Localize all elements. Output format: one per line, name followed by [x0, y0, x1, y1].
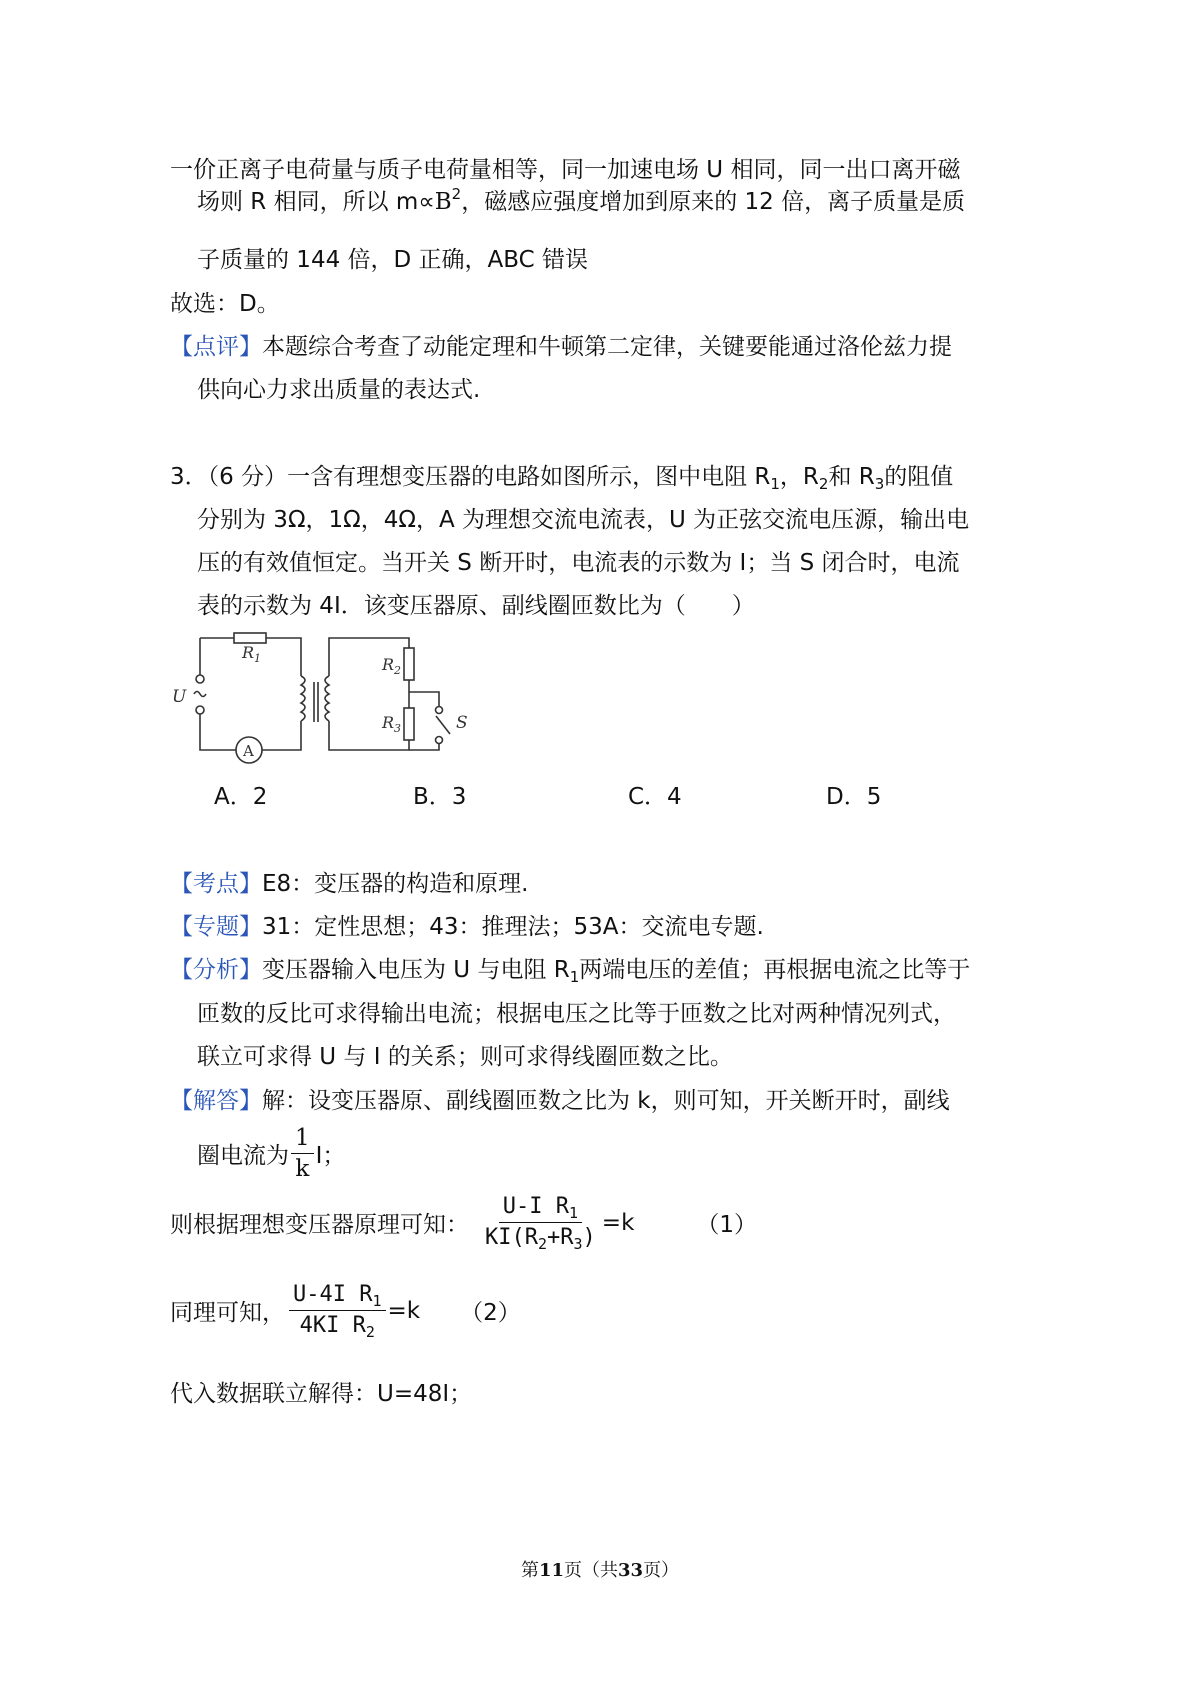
eq2-numerator: U-4I $R_1$	[289, 1280, 386, 1311]
switch-terminal-top	[436, 707, 443, 714]
option-c[interactable]: C．4	[628, 784, 682, 810]
secondary-coil	[325, 676, 329, 721]
resistor-r3	[404, 708, 414, 740]
jieda-line-1	[170, 1085, 950, 1117]
s-label: S	[456, 713, 468, 733]
r1-label: $R_1$	[242, 643, 262, 665]
kaodian-line	[170, 868, 528, 900]
fenxi-text-a: 变压器输入电压为 U 与电阻 R	[262, 957, 570, 983]
footer-page-number: 11	[538, 1560, 564, 1581]
question-line-3: 压的有效值恒定。当开关 S 断开时，电流表的示数为 I；当 S 闭合时，电流	[197, 550, 960, 576]
option-d[interactable]: D．5	[826, 784, 882, 810]
zhuanti-line	[170, 911, 764, 943]
switch-wire-top	[409, 692, 439, 706]
resistor-r1	[234, 633, 266, 643]
solution-line-2	[197, 186, 965, 218]
jieda-line-2-end: I；	[315, 1143, 346, 1169]
fenxi-sub: 1	[569, 968, 580, 986]
frac-num: 1	[291, 1123, 314, 1154]
jieda-line-2	[197, 1123, 345, 1184]
q-sub-2: 2	[818, 475, 829, 493]
jieda-line-2-text: 圈电流为	[197, 1143, 289, 1169]
r3-label: $R_3$	[382, 713, 402, 735]
u-label: U	[172, 687, 187, 707]
option-a[interactable]: A．2	[214, 784, 268, 810]
footer-pre: 第	[520, 1560, 539, 1581]
wire-bottom-left	[200, 714, 236, 750]
ammeter-label: A	[243, 742, 254, 760]
q-text-a: 3．（6 分）一含有理想变压器的电路如图所示，图中电阻 R	[170, 464, 771, 490]
q-text-b: ，R	[779, 464, 819, 490]
ac-tilde	[194, 692, 206, 697]
page-footer	[0, 1556, 1200, 1582]
equation-1	[170, 1192, 757, 1253]
kaodian-text: E8：变压器的构造和原理.	[262, 871, 529, 897]
option-b[interactable]: B．3	[413, 784, 467, 810]
jieda-text: 解：设变压器原、副线圈匝数之比为 k，则可知，开关断开时，副线	[262, 1088, 950, 1114]
eq2-number: （2）	[460, 1300, 521, 1326]
result-line: 代入数据联立解得：U=48I；	[170, 1381, 473, 1407]
resistor-r2	[404, 648, 414, 680]
q-text-c: 和 R	[828, 464, 875, 490]
question-line-2: 分别为 3Ω，1Ω，4Ω，A 为理想交流电流表，U 为正弦交流电压源，输出电	[197, 507, 970, 533]
footer-post: 页）	[643, 1560, 680, 1581]
b-symbol: B	[434, 189, 452, 215]
transformer-core	[314, 682, 318, 722]
question-line-1	[170, 461, 953, 493]
r2-label: $R_2$	[382, 655, 402, 677]
q-sub-1: 1	[770, 475, 780, 493]
kaodian-tag: 【考点】	[170, 871, 262, 897]
switch-blade	[436, 716, 450, 734]
wire-top-right	[266, 638, 301, 676]
wire-right-bottom	[262, 721, 301, 750]
equation-2	[170, 1280, 521, 1341]
zhuanti-tag: 【专题】	[170, 914, 262, 940]
circuit-diagram	[166, 628, 486, 778]
switch-wire-bottom	[409, 744, 439, 750]
fenxi-text-b: 两端电压的差值；再根据电流之比等于	[579, 957, 971, 983]
answer-line: 故选：D。	[170, 291, 280, 317]
fenxi-tag: 【分析】	[170, 957, 262, 983]
eq2-denominator: 4KI $R_2$	[299, 1313, 375, 1341]
q-text-d: 的阻值	[884, 464, 954, 490]
frac-den: k	[295, 1156, 310, 1182]
fenxi-line-1	[170, 954, 970, 986]
eq1-suffix: =k	[601, 1209, 635, 1236]
question-line-4: 表的示数为 4I．该变压器原、副线圈匝数比为（ ）	[197, 593, 755, 619]
eq1-number: （1）	[696, 1212, 758, 1238]
eq1-denominator: $KI(R_2+R_3)$	[485, 1225, 596, 1253]
eq2-prefix: 同理可知，	[170, 1300, 285, 1326]
review-line-2: 供向心力求出质量的表达式.	[197, 377, 481, 403]
footer-mid: 页（共	[564, 1560, 618, 1581]
zhuanti-text: 31：定性思想；43：推理法；53A：交流电专题.	[262, 914, 764, 940]
review-text: 本题综合考查了动能定理和牛顿第二定律，关键要能通过洛伦兹力提	[262, 334, 952, 360]
fenxi-line-2: 匝数的反比可求得输出电流；根据电压之比等于匝数之比对两种情况列式，	[197, 1001, 956, 1027]
jieda-tag: 【解答】	[170, 1088, 262, 1114]
review-tag: 【点评】	[170, 334, 262, 360]
primary-coil	[301, 676, 305, 721]
eq1-numerator: U-I $R_1$	[499, 1192, 582, 1223]
eq2-fraction	[289, 1280, 386, 1341]
solution-line-3: 子质量的 144 倍，D 正确，ABC 错误	[197, 247, 589, 273]
eq1-fraction	[481, 1192, 600, 1253]
fenxi-line-3: 联立可求得 U 与 I 的关系；则可求得线圈匝数之比。	[197, 1044, 733, 1070]
switch-terminal-bottom	[436, 737, 443, 744]
review-line-1	[170, 331, 952, 363]
b-exponent: 2	[451, 185, 462, 203]
eq2-suffix: =k	[387, 1297, 421, 1324]
source-terminal-bottom	[196, 706, 204, 714]
solution-line-2-text: 场则 R 相同，所以 m∝	[197, 189, 435, 215]
eq1-prefix: 则根据理想变压器原理可知：	[170, 1212, 469, 1238]
q-sub-3: 3	[874, 475, 885, 493]
fraction-1-over-k	[291, 1123, 314, 1184]
solution-line-1: 一价正离子电荷量与质子电荷量相等，同一加速电场 U 相同，同一出口离开磁	[170, 157, 961, 183]
footer-total-pages: 33	[618, 1560, 644, 1581]
source-terminal-top	[196, 675, 204, 683]
solution-line-2-rest: ，磁感应强度增加到原来的 12 倍，离子质量是质	[461, 189, 966, 215]
circuit-svg	[166, 628, 486, 778]
